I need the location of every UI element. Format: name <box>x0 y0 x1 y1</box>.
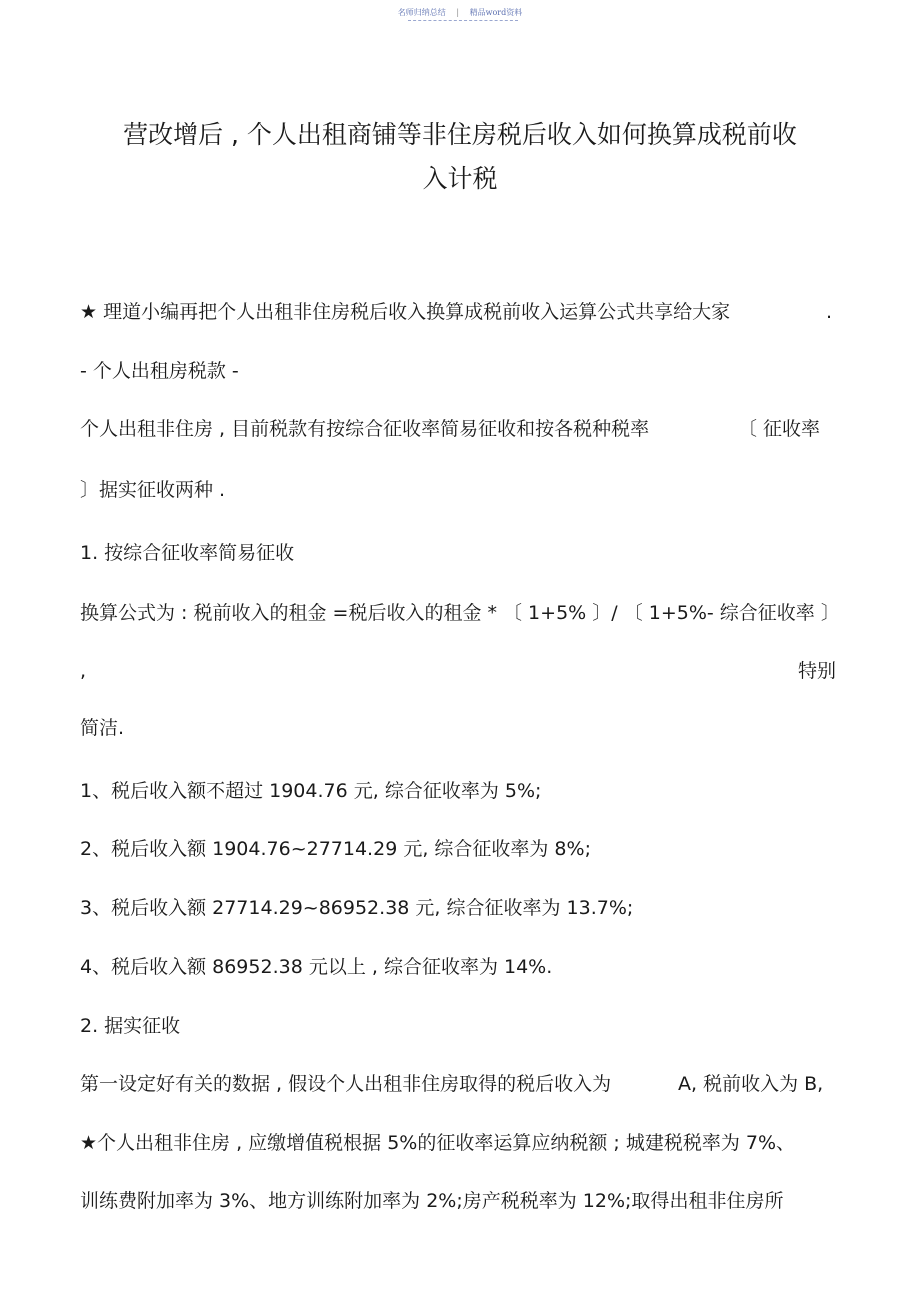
formula-comma: , <box>80 660 87 682</box>
rate-item-2: 2、税后收入额 1904.76~27714.29 元, 综合征收率为 8%; <box>80 838 591 860</box>
method-2-title: 2. 据实征收 <box>80 1015 181 1037</box>
rate-item-1: 1、税后收入额不超过 1904.76 元, 综合征收率为 5%; <box>80 780 542 802</box>
paragraph-1b: 〔 征收率 <box>738 418 821 440</box>
paragraph-1c: 〕据实征收两种 . <box>80 479 226 501</box>
formula-end-2: 简洁. <box>80 717 125 739</box>
rate-item-4: 4、税后收入额 86952.38 元以上 , 综合征收率为 14%. <box>80 956 553 978</box>
header-left-text: 名师归纳总结 <box>397 8 446 17</box>
paragraph-2: 第一设定好有关的数据 , 假设个人出租非住房取得的税后收入为 <box>80 1073 612 1095</box>
rate-item-3: 3、税后收入额 27714.29~86952.38 元, 综合征收率为 13.7%; <box>80 897 634 919</box>
intro-text: ★ 理道小编再把个人出租非住房税后收入换算成税前收入运算公式共享给大家 <box>80 301 731 323</box>
header-divider <box>408 20 518 21</box>
formula-end: 特别 <box>798 660 837 682</box>
title-line-1: 营改增后 , 个人出租商铺等非住房税后收入如何换算成税前收 <box>123 120 797 149</box>
paragraph-1a: 个人出租非住房 , 目前税款有按综合征收率简易征收和按各税种税率 <box>80 418 650 440</box>
paragraph-2-end: A, 税前收入为 B, <box>678 1073 824 1095</box>
header-separator: | <box>456 8 460 17</box>
formula: 换算公式为 : 税前收入的租金 =税后收入的租金 * 〔 1+5% 〕/ 〔 1+5%- 综合征收率 〕 <box>80 602 840 624</box>
header-right-text: 精品word资料 <box>469 8 523 17</box>
paragraph-3: ★个人出租非住房 , 应缴增值税根据 5%的征收率运算应纳税额 ; 城建税税率为 7%、 <box>80 1132 795 1154</box>
intro-end: . <box>826 301 833 323</box>
title-line-2: 入计税 <box>422 164 498 193</box>
section-heading: - 个人出租房税款 - <box>80 360 239 382</box>
paragraph-4: 训练费附加率为 3%、地方训练附加率为 2%;房产税税率为 12%;取得出租非住房所 <box>80 1190 784 1212</box>
method-1-title: 1. 按综合征收率简易征收 <box>80 542 295 564</box>
page-header <box>0 7 920 18</box>
